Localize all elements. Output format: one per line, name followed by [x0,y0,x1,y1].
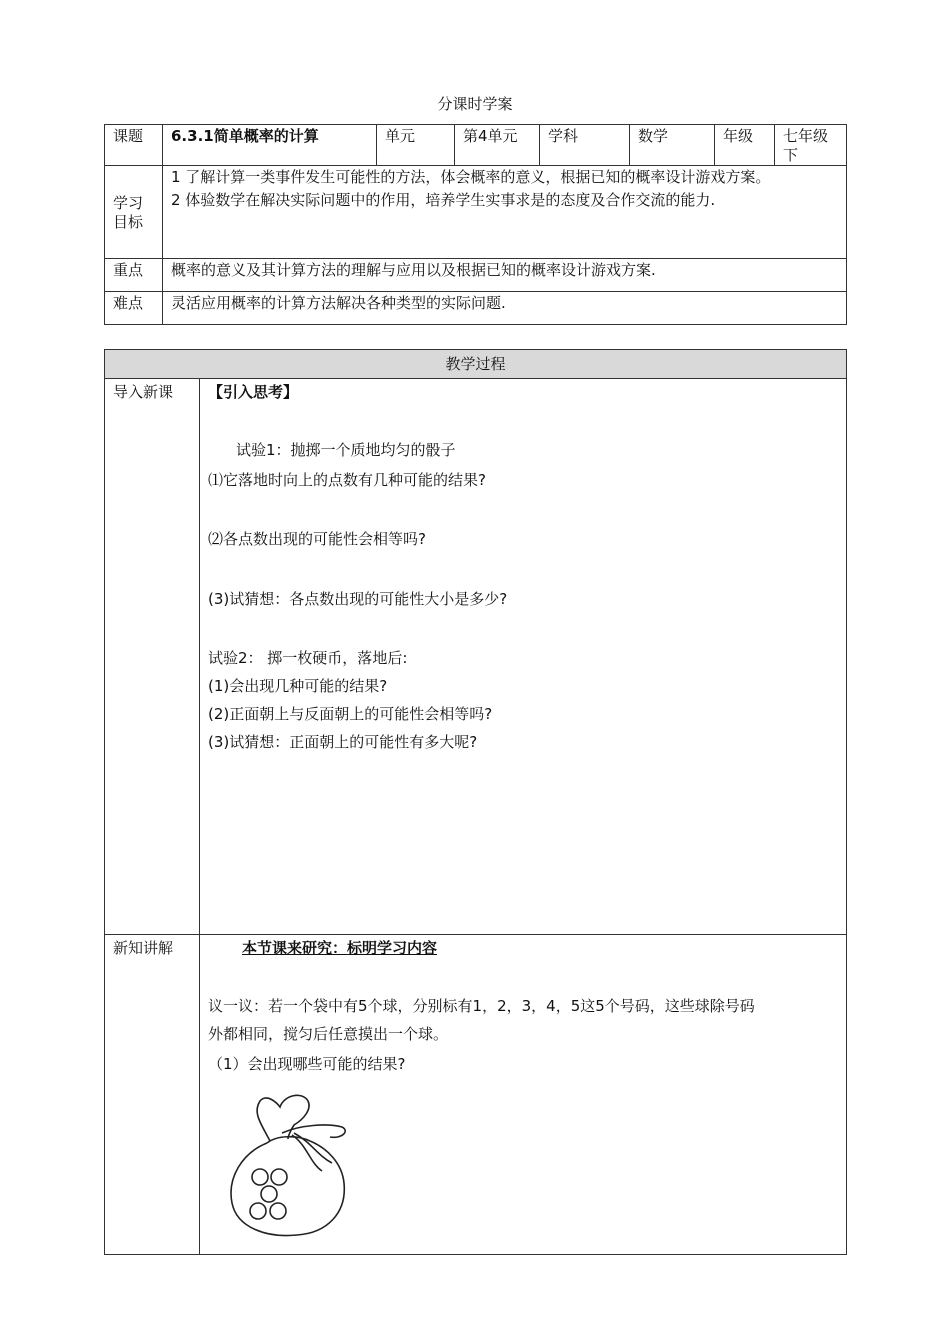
discussion-question-1: （1）会出现哪些可能的结果? [208,1055,406,1073]
lesson-focus: 本节课来研究：标明学习内容 [242,939,438,957]
grade-label: 年级 [715,125,775,166]
goal-2: 2 体验数学在解决实际问题中的作用，培养学生实事求是的态度及合作交流的能力. [171,191,716,209]
intro-label: 导入新课 [105,379,200,935]
experiment-1-q3: (3)试猜想：各点数出现的可能性大小是多少? [208,590,508,608]
difficult-value: 灵活应用概率的计算方法解决各种类型的实际问题. [163,292,847,325]
document-title: 分课时学案 [437,95,513,113]
experiment-1-q1: ⑴它落地时向上的点数有几种可能的结果? [208,471,486,489]
experiment-1-title: 试验1：抛掷一个质地均匀的骰子 [236,441,456,459]
grade-value: 七年级下 [775,125,847,166]
goals-label: 学习目标 [105,166,163,259]
topic-label: 课题 [105,125,163,166]
goal-1: 1 了解计算一类事件发生可能性的方法，体会概率的意义，根据已知的概率设计游戏方案。 [171,168,771,186]
experiment-2-q1: (1)会出现几种可能的结果? [208,677,388,695]
discussion-line-1: 议一议：若一个袋中有5个球，分别标有1，2，3，4，5这5个号码，这些球除号码 [208,997,755,1015]
discussion-line-2: 外都相同，搅匀后任意摸出一个球。 [208,1025,449,1043]
subject-label: 学科 [540,125,630,166]
ball-bag-illustration [222,1083,362,1243]
experiment-2-q2: (2)正面朝上与反面朝上的可能性会相等吗? [208,705,493,723]
new-knowledge-label: 新知讲解 [105,935,200,1255]
experiment-2-q3: (3)试猜想：正面朝上的可能性有多大呢? [208,733,478,751]
topic-value: 6.3.1简单概率的计算 [163,125,377,166]
subject-value: 数学 [630,125,715,166]
difficult-label: 难点 [105,292,163,325]
process-header: 教学过程 [105,350,847,379]
key-label: 重点 [105,259,163,292]
intro-heading: 【引入思考】 [208,383,299,401]
new-knowledge-content [200,935,847,1255]
experiment-2-title: 试验2： 掷一枚硬币，落地后: [208,649,408,667]
intro-content [200,379,847,935]
unit-label: 单元 [377,125,455,166]
experiment-1-q2: ⑵各点数出现的可能性会相等吗? [208,530,426,548]
unit-value: 第4单元 [455,125,540,166]
lesson-info-table [104,124,847,325]
goals-cell [163,166,847,259]
key-value: 概率的意义及其计算方法的理解与应用以及根据已知的概率设计游戏方案. [163,259,847,292]
teaching-process-table [104,349,847,1255]
